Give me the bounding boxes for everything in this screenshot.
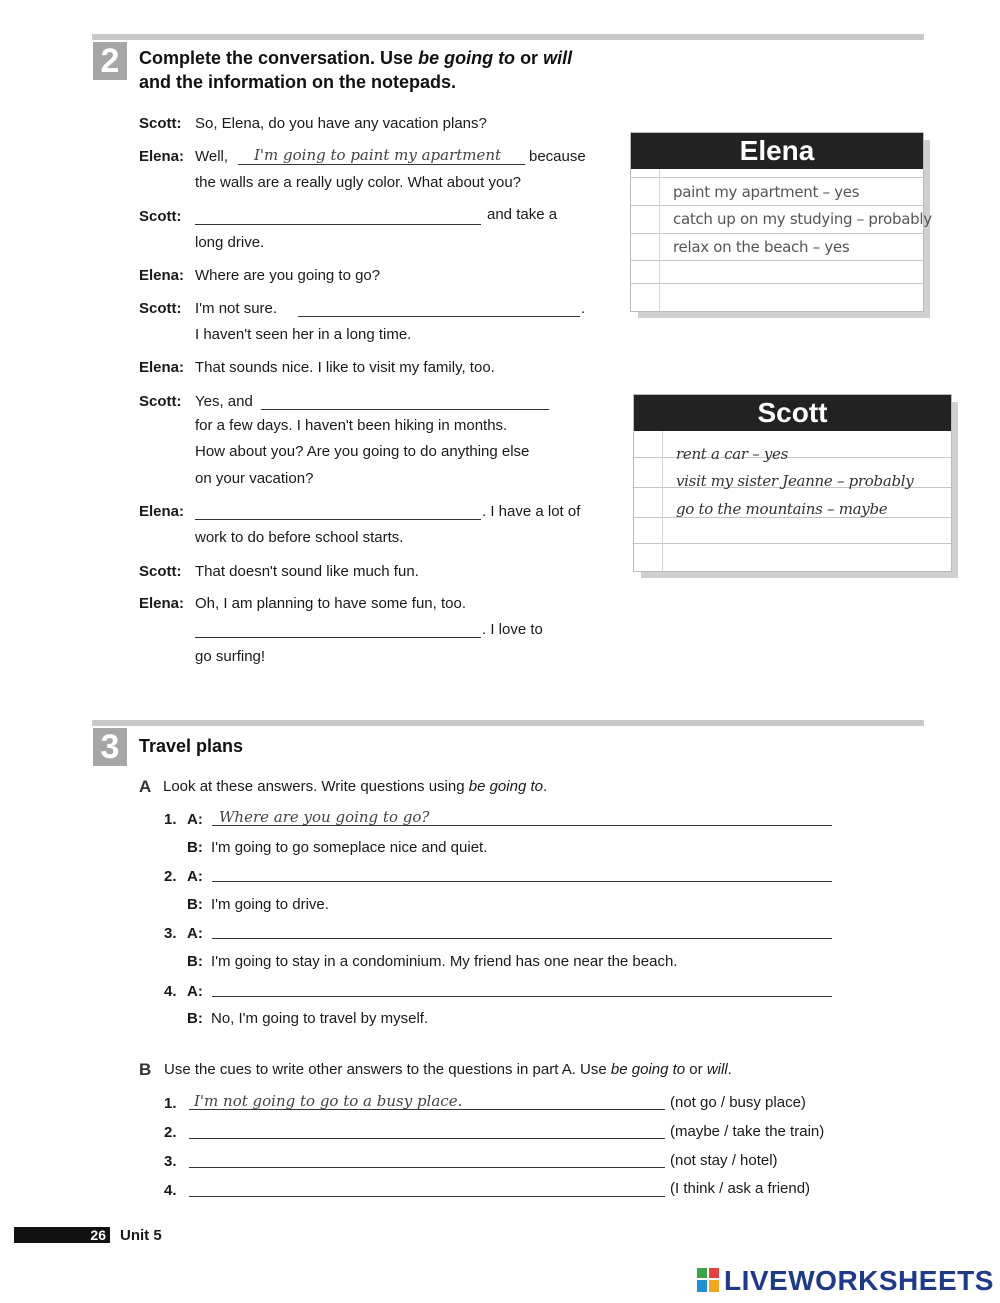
answer-blank[interactable] bbox=[261, 391, 549, 410]
part-a-instructions: Look at these answers. Write questions using be going to. bbox=[163, 778, 548, 795]
speaker-label: Elena: bbox=[139, 267, 185, 284]
b-label: B: bbox=[187, 1010, 203, 1027]
line-text: the walls are a really ugly color. What about you? bbox=[195, 174, 522, 191]
b-label: B: bbox=[187, 896, 203, 913]
a-label: A: bbox=[187, 868, 203, 885]
line-text: Well, bbox=[195, 148, 229, 165]
example-answer: I'm going to paint my apartment bbox=[254, 146, 502, 164]
line-text: on your vacation? bbox=[195, 470, 314, 487]
line-text: That doesn't sound like much fun. bbox=[195, 563, 419, 580]
b-label: B: bbox=[187, 953, 203, 970]
notepad-margin bbox=[659, 169, 660, 311]
b-answer: I'm going to go someplace nice and quiet. bbox=[211, 839, 488, 856]
page-number: 26 bbox=[14, 1227, 110, 1243]
a-label: A: bbox=[187, 983, 203, 1000]
line-text: I haven't seen her in a long time. bbox=[195, 326, 412, 343]
answer-blank[interactable] bbox=[189, 1120, 665, 1139]
item-number: 4. bbox=[164, 1182, 177, 1199]
item-number: 4. bbox=[164, 983, 177, 1000]
notepad-line bbox=[631, 260, 923, 261]
speaker-label: Scott: bbox=[139, 115, 182, 132]
part-a-letter: A bbox=[139, 777, 152, 796]
b-answer: I'm going to stay in a condominium. My friend has one near the beach. bbox=[211, 953, 678, 970]
line-text: because bbox=[529, 148, 586, 165]
notepad-item: paint my apartment – yes bbox=[673, 183, 860, 201]
notepad-margin bbox=[662, 431, 663, 571]
line-text: and take a bbox=[487, 206, 558, 223]
example-answer: I'm not going to go to a busy place. bbox=[194, 1092, 463, 1110]
a-label: A: bbox=[187, 811, 203, 828]
unit-label: Unit 5 bbox=[120, 1227, 162, 1244]
item-number: 2. bbox=[164, 868, 177, 885]
speaker-label: Scott: bbox=[139, 300, 182, 317]
question-blank[interactable] bbox=[212, 863, 832, 882]
answer-blank[interactable] bbox=[195, 619, 481, 638]
brand-logo bbox=[697, 1268, 721, 1294]
line-text: . I have a lot of bbox=[482, 503, 581, 520]
item-number: 1. bbox=[164, 811, 177, 828]
speaker-label: Scott: bbox=[139, 563, 182, 580]
speaker-label: Elena: bbox=[139, 595, 185, 612]
notepad-item: visit my sister Jeanne – probably bbox=[676, 472, 914, 490]
section-2-number: 2 bbox=[93, 42, 127, 80]
notepad-item: go to the mountains – maybe bbox=[676, 500, 888, 518]
section-2-title: Complete the conversation. Use be going to or will and the information on the notepads. bbox=[139, 48, 573, 92]
notepad-title: Scott bbox=[634, 395, 951, 431]
line-text: Yes, and bbox=[195, 393, 253, 410]
speaker-label: Elena: bbox=[139, 148, 185, 165]
answer-blank[interactable] bbox=[195, 206, 481, 225]
line-text: work to do before school starts. bbox=[195, 529, 404, 546]
answer-blank[interactable] bbox=[195, 501, 481, 520]
notepad-item: rent a car – yes bbox=[676, 445, 789, 463]
line-text: Oh, I am planning to have some fun, too. bbox=[195, 595, 466, 612]
notepad-line bbox=[631, 177, 923, 178]
line-text: How about you? Are you going to do anything else bbox=[195, 443, 530, 460]
section-2-rule bbox=[92, 34, 924, 40]
part-b-instructions: Use the cues to write other answers to the questions in part A. Use be going to or will. bbox=[164, 1061, 732, 1078]
line-text: I'm not sure. bbox=[195, 300, 278, 317]
notepad-elena bbox=[630, 132, 932, 312]
section-3-rule bbox=[92, 720, 924, 726]
cue: (I think / ask a friend) bbox=[670, 1180, 811, 1197]
answer-blank[interactable] bbox=[298, 298, 580, 317]
item-number: 1. bbox=[164, 1095, 177, 1112]
line-text: long drive. bbox=[195, 234, 265, 251]
speaker-label: Elena: bbox=[139, 359, 185, 376]
notepad-item: relax on the beach – yes bbox=[673, 238, 850, 256]
line-text: That sounds nice. I like to visit my family, too. bbox=[195, 359, 495, 376]
part-b-letter: B bbox=[139, 1060, 152, 1079]
section-3-number: 3 bbox=[93, 728, 127, 766]
line-text: . I love to bbox=[482, 621, 543, 638]
b-answer: No, I'm going to travel by myself. bbox=[211, 1010, 429, 1027]
answer-blank[interactable] bbox=[189, 1178, 665, 1197]
cue: (maybe / take the train) bbox=[670, 1123, 825, 1140]
line-text: go surfing! bbox=[195, 648, 266, 665]
cue: (not stay / hotel) bbox=[670, 1152, 778, 1169]
notepad-line bbox=[631, 205, 923, 206]
item-number: 3. bbox=[164, 1153, 177, 1170]
notepad-line bbox=[631, 233, 923, 234]
question-blank[interactable] bbox=[212, 920, 832, 939]
cue: (not go / busy place) bbox=[670, 1094, 806, 1111]
notepad-scott bbox=[633, 394, 952, 572]
notepad-item: catch up on my studying – probably bbox=[673, 210, 932, 228]
notepad-line bbox=[631, 283, 923, 284]
example-answer: Where are you going to go? bbox=[219, 808, 430, 826]
answer-blank[interactable] bbox=[189, 1149, 665, 1168]
logo-icon bbox=[697, 1268, 721, 1294]
b-label: B: bbox=[187, 839, 203, 856]
section-3-title: Travel plans bbox=[139, 736, 244, 756]
notepad-title: Elena bbox=[631, 133, 923, 169]
line-text: . bbox=[581, 300, 586, 317]
b-answer: I'm going to drive. bbox=[211, 896, 329, 913]
line-text: for a few days. I haven't been hiking in months. bbox=[195, 417, 508, 434]
line-text: Where are you going to go? bbox=[195, 267, 381, 284]
item-number: 2. bbox=[164, 1124, 177, 1141]
a-label: A: bbox=[187, 925, 203, 942]
speaker-label: Scott: bbox=[139, 393, 182, 410]
brand-name: LIVEWORKSHEETS bbox=[724, 1265, 994, 1296]
line-text: So, Elena, do you have any vacation plans? bbox=[195, 115, 487, 132]
speaker-label: Elena: bbox=[139, 503, 185, 520]
speaker-label: Scott: bbox=[139, 208, 182, 225]
item-number: 3. bbox=[164, 925, 177, 942]
question-blank[interactable] bbox=[212, 978, 832, 997]
notepad-line bbox=[634, 543, 951, 544]
